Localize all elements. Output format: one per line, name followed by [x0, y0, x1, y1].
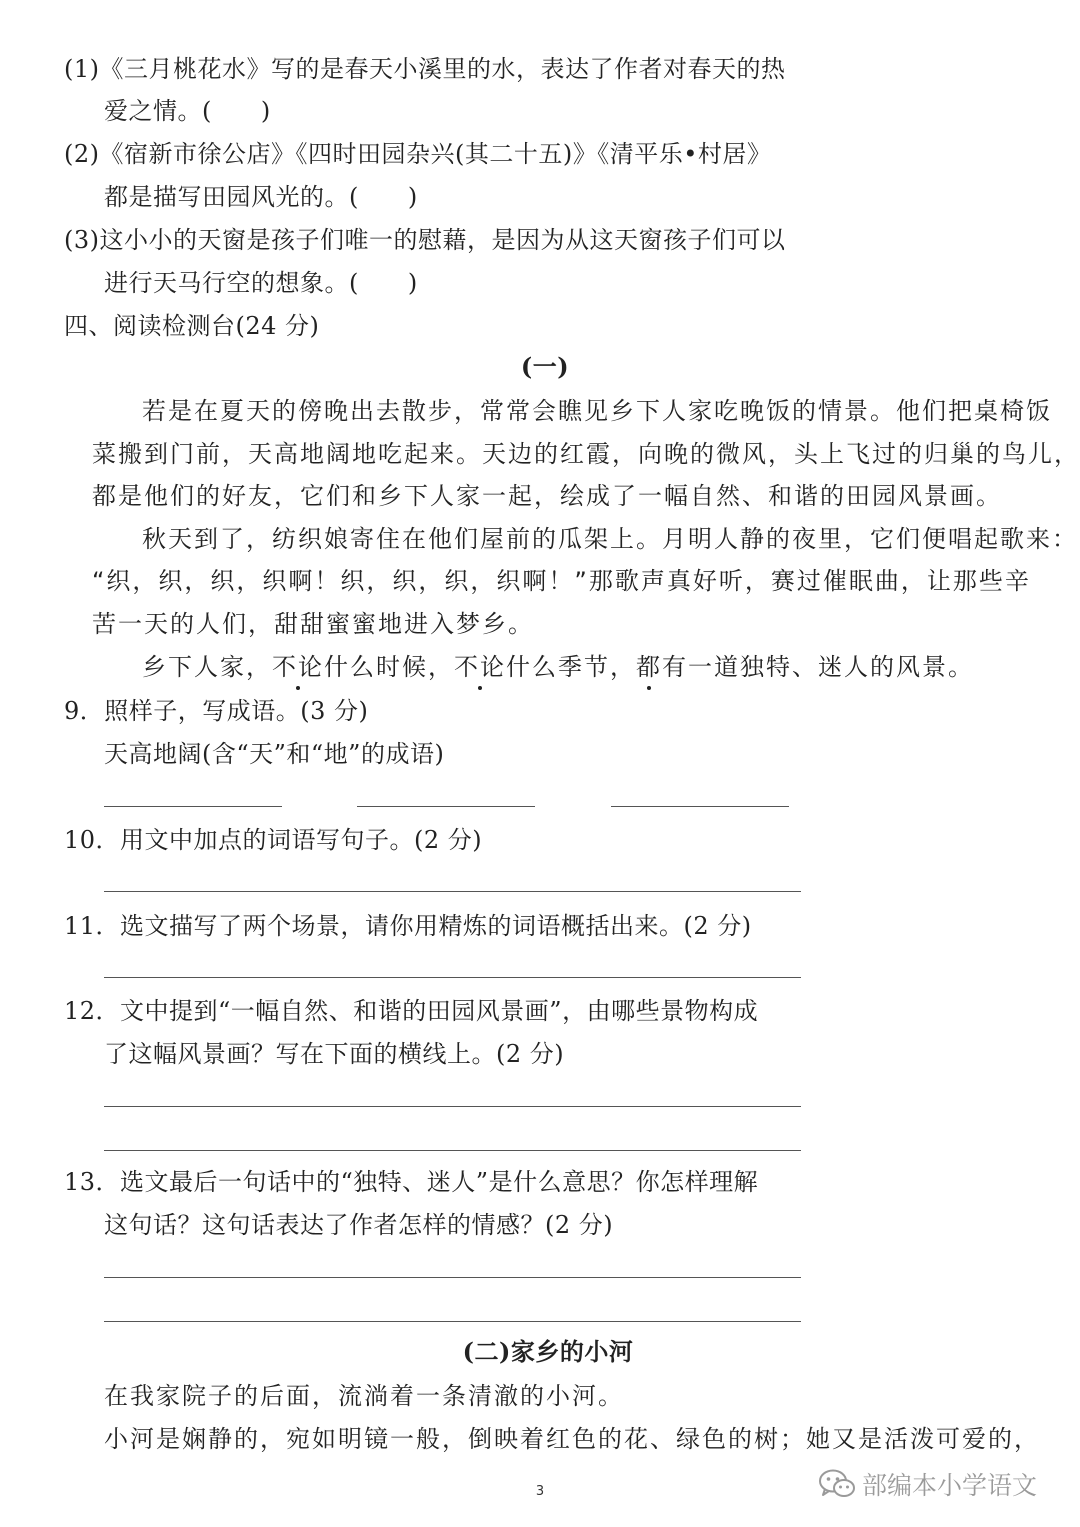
judge-q3-line1: (3)这小小的天窗是孩子们唯一的慰藉，是因为从这天窗孩子们可以	[64, 226, 786, 254]
emphasis-dotted-word-3: 都	[636, 653, 662, 681]
passage1-p1-line1: 若是在夏天的傍晚出去散步，常常会瞧见乡下人家吃晚饭的情景。他们把桌椅饭	[142, 397, 1052, 425]
p3-text-d: 有一道独特、迷人的风景。	[662, 653, 974, 681]
p3-text-b: 什么时候，	[324, 653, 454, 681]
passage1-p2-line3: 苦一天的人们，甜甜蜜蜜地进入梦乡。	[92, 610, 534, 638]
answer-line-q12-1[interactable]	[104, 1106, 801, 1107]
question-12-line1: 12．文中提到“一幅自然、和谐的田园风景画”，由哪些景物构成	[64, 997, 759, 1025]
passage1-p2-line2: “织，织，织，织啊！织，织，织，织啊！”那歌声真好听，赛过催眠曲，让那些辛	[92, 567, 1031, 595]
p3-text-c: 什么季节，	[506, 653, 636, 681]
answer-line-q10[interactable]	[104, 891, 801, 892]
watermark	[818, 1464, 1037, 1504]
answer-line-q9-2[interactable]	[357, 806, 535, 807]
question-9-line2: 天高地阔(含“天”和“地”的成语)	[104, 740, 445, 768]
question-13-line1: 13．选文最后一句话中的“独特、迷人”是什么意思？你怎样理解	[64, 1168, 759, 1196]
passage2-line1: 在我家院子的后面，流淌着一条清澈的小河。	[104, 1382, 624, 1410]
watermark-text: 部编本小学语文	[862, 1471, 1038, 1500]
question-9-line1: 9．照样子，写成语。(3 分)	[64, 697, 369, 725]
question-13-line2: 这句话？这句话表达了作者怎样的情感？(2 分)	[104, 1211, 614, 1239]
question-12-line2: 了这幅风景画？写在下面的横线上。(2 分)	[104, 1040, 565, 1068]
answer-line-q9-3[interactable]	[611, 806, 789, 807]
judge-q1-line1: (1)《三月桃花水》写的是春天小溪里的水，表达了作者对春天的热	[64, 55, 786, 83]
passage2-line2: 小河是娴静的，宛如明镜一般，倒映着红色的花、绿色的树；她又是活泼可爱的，	[104, 1425, 1040, 1453]
question-10: 10．用文中加点的词语写句子。(2 分)	[64, 826, 483, 854]
question-11: 11．选文描写了两个场景，请你用精炼的词语概括出来。(2 分)	[64, 912, 752, 940]
answer-line-q11[interactable]	[104, 977, 801, 978]
answer-line-q13-2[interactable]	[104, 1321, 801, 1322]
passage1-p2-line1: 秋天到了，纺织娘寄住在他们屋前的瓜架上。月明人静的夜里，它们便唱起歌来：	[142, 525, 1078, 553]
emphasis-dotted-word-2: 不论	[454, 653, 506, 681]
judge-q2-line2: 都是描写田园风光的。( )	[104, 183, 418, 211]
page-number: 3	[535, 1484, 545, 1499]
passage1-title: (一)	[520, 352, 570, 381]
judge-q1-line2: 爱之情。( )	[104, 97, 271, 125]
passage1-p1-line2: 菜搬到门前，天高地阔地吃起来。天边的红霞，向晚的微风，头上飞过的归巢的鸟儿，	[92, 440, 1080, 468]
answer-line-q13-1[interactable]	[104, 1277, 801, 1278]
passage1-p3	[142, 652, 974, 682]
answer-line-q12-2[interactable]	[104, 1150, 801, 1151]
passage2-title: (二)家乡的小河	[462, 1337, 634, 1366]
emphasis-dotted-word-1: 不论	[272, 653, 324, 681]
judge-q2-line1: (2)《宿新市徐公店》《四时田园杂兴(其二十五)》《清平乐•村居》	[64, 140, 772, 168]
p3-text-a: 乡下人家，	[142, 653, 272, 681]
section4-heading: 四、阅读检测台(24 分)	[64, 312, 320, 340]
passage1-p1-line3: 都是他们的好友，它们和乡下人家一起，绘成了一幅自然、和谐的田园风景画。	[92, 482, 1002, 510]
judge-q3-line2: 进行天马行空的想象。( )	[104, 269, 418, 297]
wechat-icon	[818, 1469, 856, 1499]
answer-line-q9-1[interactable]	[104, 806, 282, 807]
